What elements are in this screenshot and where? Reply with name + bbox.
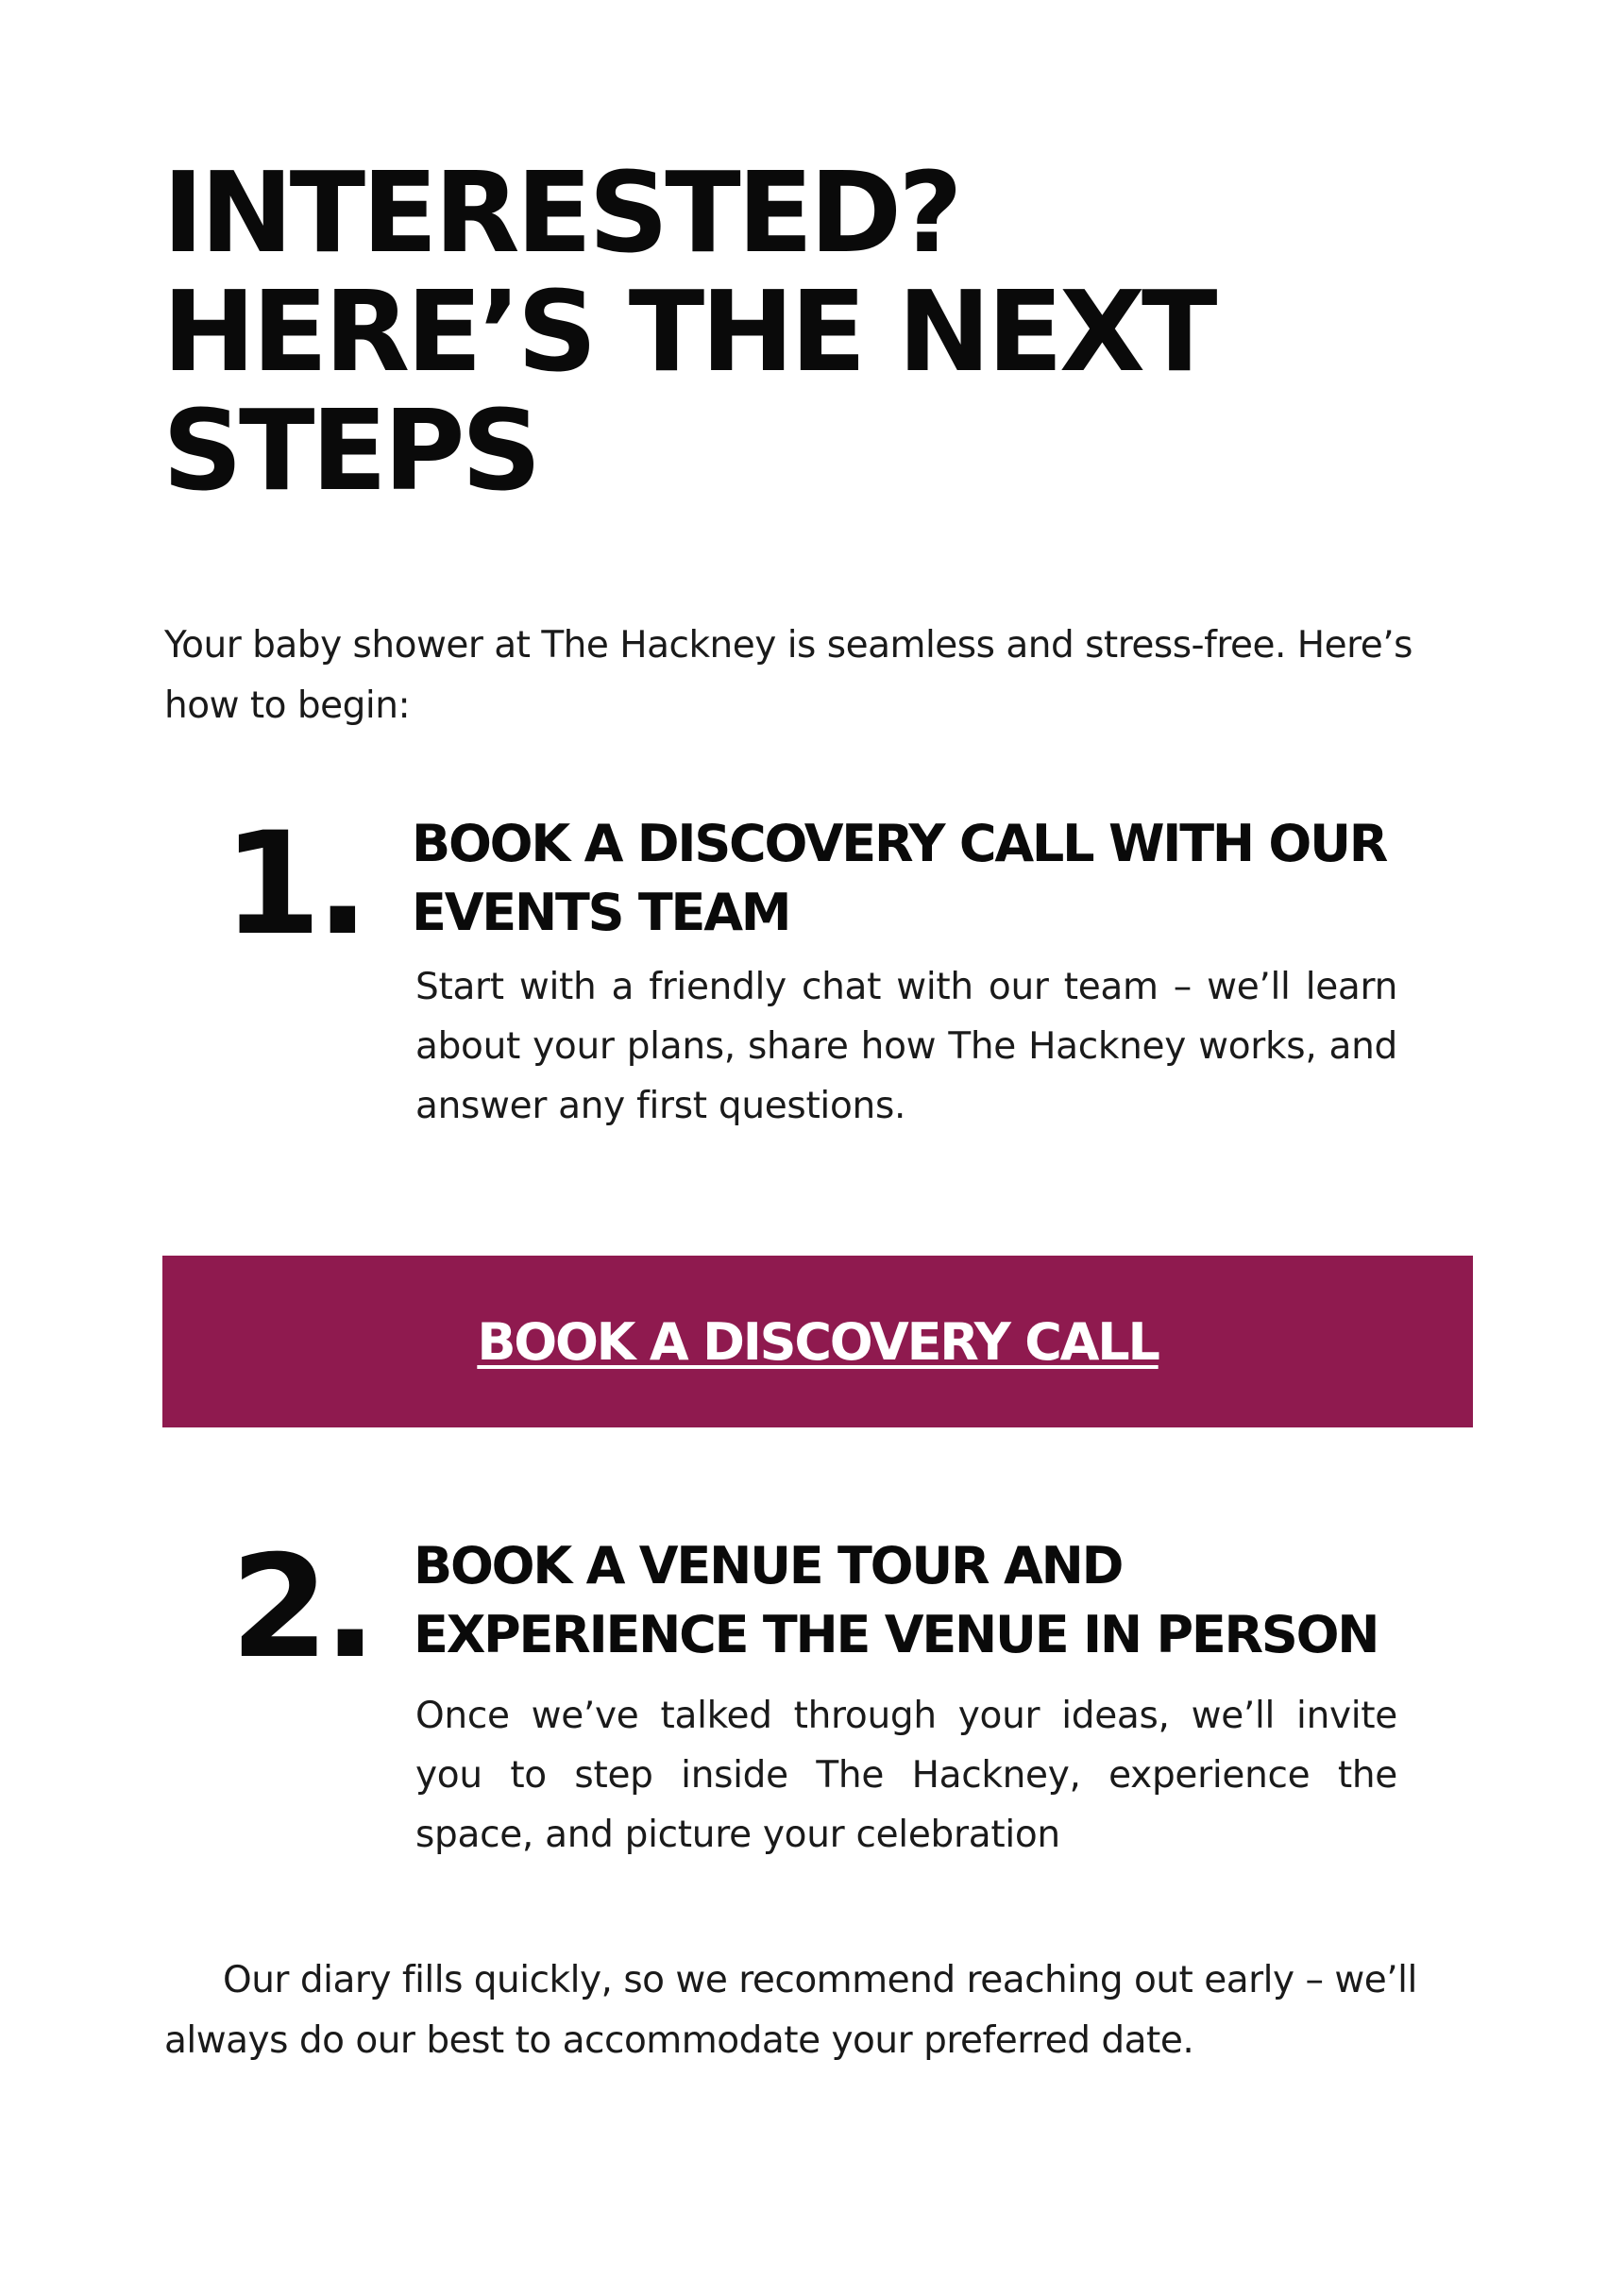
step-number: 2. [230, 1526, 372, 1690]
step-heading [414, 1531, 1378, 1669]
step-heading-line: EVENTS TEAM [412, 883, 790, 942]
title-line: INTERESTED? [162, 147, 959, 278]
book-discovery-call-button[interactable] [162, 1256, 1473, 1427]
step-number: 1. [223, 802, 364, 967]
title-line: HERE’S THE NEXT [162, 266, 1214, 397]
step-heading-line: EXPERIENCE THE VENUE IN PERSON [414, 1605, 1379, 1664]
step-heading-line: BOOK A DISCOVERY CALL WITH OUR [412, 814, 1387, 873]
title-line: STEPS [162, 385, 538, 515]
step-heading-line: BOOK A VENUE TOUR AND [414, 1536, 1123, 1595]
intro-paragraph: Your baby shower at The Hackney is seamless and stress-free. Here’s how to begin: [164, 624, 1413, 727]
step-description: Once we’ve talked through your ideas, we’ll invite you to step inside The Hackney, experience the space, and picture your celebration [415, 1695, 1397, 1856]
book-discovery-call-link[interactable]: BOOK A DISCOVERY CALL [477, 1311, 1159, 1372]
step-heading [412, 809, 1386, 947]
page-title [162, 147, 1484, 515]
closing-paragraph: Our diary fills quickly, so we recommend reaching out early – we’ll always do our best to accommodate your preferred date. [164, 1959, 1417, 2062]
step-description: Start with a friendly chat with our team – we’ll learn about your plans, share how The Hackney works, and answer any first questions. [415, 966, 1397, 1127]
